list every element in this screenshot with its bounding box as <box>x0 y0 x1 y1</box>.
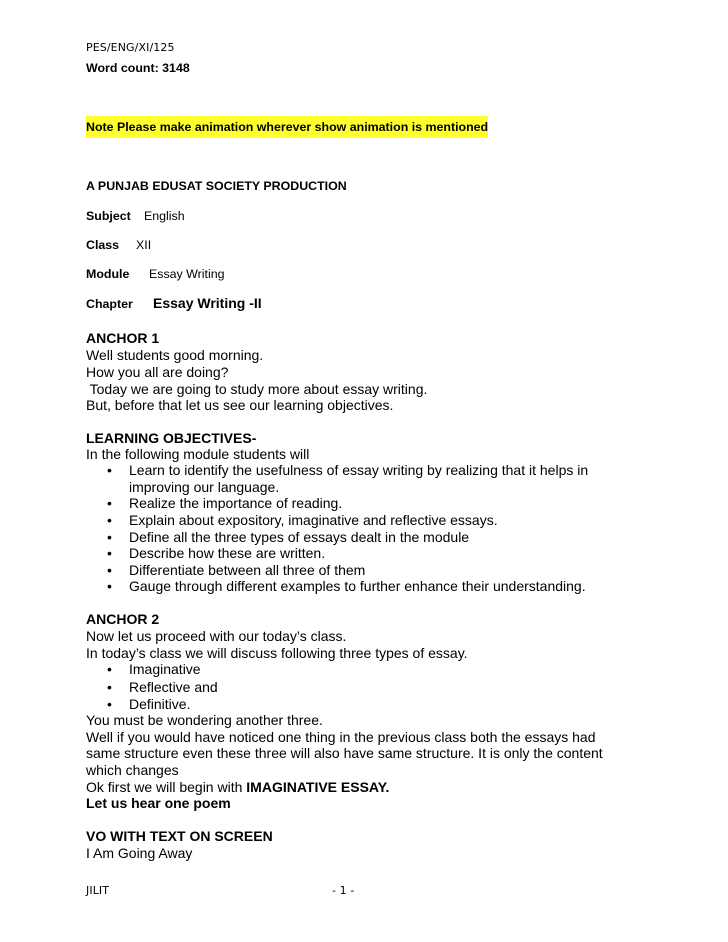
objective-item: Explain about expository, imaginative and reflective essays. <box>129 512 498 528</box>
anchor2-after-line: Well if you would have noticed one thing in the previous class both the essays had <box>86 729 596 745</box>
objective-item: Gauge through different examples to further enhance their understanding. <box>129 578 586 594</box>
begin-emphasis: IMAGINATIVE ESSAY. <box>246 779 390 795</box>
chapter-label: Chapter <box>86 297 133 311</box>
objective-item: Describe how these are written. <box>129 545 326 561</box>
bullet-icon: • <box>107 679 112 695</box>
begin-line <box>86 779 389 795</box>
poem-line: Let us hear one poem <box>86 795 231 811</box>
production-title: A PUNJAB EDUSAT SOCIETY PRODUCTION <box>86 179 347 193</box>
class-label: Class <box>86 238 120 252</box>
animation-note <box>86 120 488 134</box>
vo-heading: VO WITH TEXT ON SCREEN <box>86 828 273 844</box>
bullet-icon: • <box>107 495 112 511</box>
essay-type-item: Imaginative <box>129 661 201 677</box>
anchor2-after-line: You must be wondering another three. <box>86 712 323 728</box>
bullet-icon: • <box>107 661 112 677</box>
chapter-value: Essay Writing -II <box>153 295 262 311</box>
anchor2-line: Now let us proceed with our today’s class. <box>86 628 347 644</box>
begin-prefix: Ok first we will begin with <box>86 779 247 795</box>
anchor1-heading: ANCHOR 1 <box>86 330 160 346</box>
anchor1-line: But, before that let us see our learning objectives. <box>86 397 394 413</box>
objective-item: Realize the importance of reading. <box>129 495 343 511</box>
essay-type-item: Definitive. <box>129 696 191 712</box>
objective-item-continued: improving our language. <box>129 479 280 495</box>
bullet-icon: • <box>107 529 112 545</box>
bullet-icon: • <box>107 462 112 478</box>
bullet-icon: • <box>107 578 112 594</box>
objective-item: Differentiate between all three of them <box>129 562 366 578</box>
bullet-icon: • <box>107 696 112 712</box>
anchor1-line: Well students good morning. <box>86 347 264 363</box>
vo-line: I Am Going Away <box>86 845 193 861</box>
bullet-icon: • <box>107 545 112 561</box>
module-value: Essay Writing <box>149 267 225 281</box>
objective-item: Define all the three types of essays dealt in the module <box>129 529 470 545</box>
footer-left: JILIT <box>86 884 110 897</box>
anchor2-line: In today’s class we will discuss following three types of essay. <box>86 645 468 661</box>
anchor2-after-line: which changes <box>86 762 179 778</box>
class-value: XII <box>136 238 152 252</box>
bullet-icon: • <box>107 512 112 528</box>
objectives-heading: LEARNING OBJECTIVES- <box>86 430 257 446</box>
anchor2-heading: ANCHOR 2 <box>86 611 160 627</box>
page-number: - 1 - <box>332 884 355 897</box>
note-highlight: Note Please make animation wherever show animation is mentioned <box>86 116 488 138</box>
objective-item: Learn to identify the usefulness of essay writing by realizing that it helps in <box>129 462 589 478</box>
subject-label: Subject <box>86 209 131 223</box>
module-label: Module <box>86 267 130 281</box>
bullet-icon: • <box>107 562 112 578</box>
doc-id: PES/ENG/XI/125 <box>86 41 175 54</box>
anchor1-line: How you all are doing? <box>86 364 229 380</box>
objectives-intro: In the following module students will <box>86 446 310 462</box>
word-count: Word count: 3148 <box>86 61 190 75</box>
subject-value: English <box>144 209 185 223</box>
essay-type-item: Reflective and <box>129 679 218 695</box>
anchor1-line: Today we are going to study more about essay writing. <box>86 381 428 397</box>
anchor2-after-line: same structure even these three will also have same structure. It is only the content <box>86 745 603 761</box>
